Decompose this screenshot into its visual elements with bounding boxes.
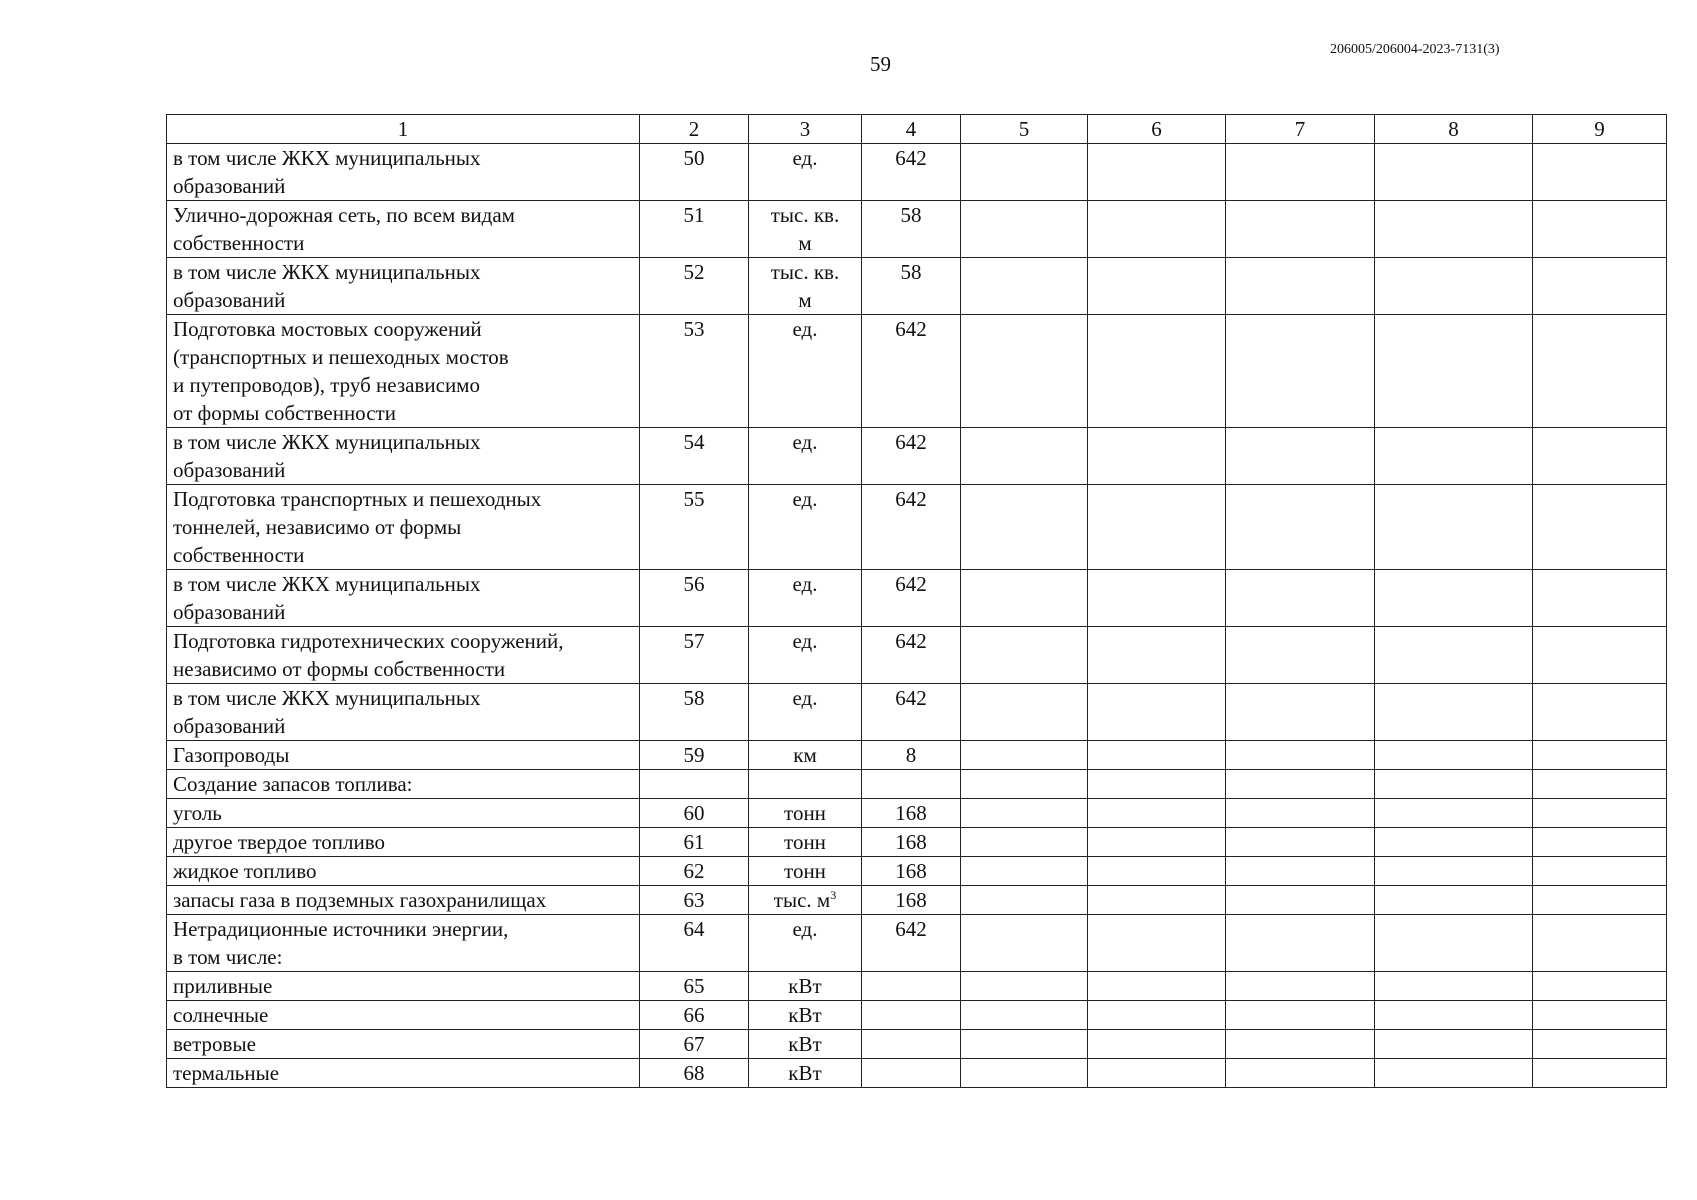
empty-cell-col8 (1375, 428, 1533, 485)
cell-text: запасы газа в подземных газохранилищах (173, 888, 547, 912)
cell-text: приливные (173, 974, 273, 998)
row-number: 66 (640, 1001, 749, 1030)
empty-cell-col7 (1226, 684, 1375, 741)
empty-cell-col9 (1533, 315, 1667, 428)
indicator-name (167, 828, 640, 857)
empty-cell-col8 (1375, 485, 1533, 570)
table-row (167, 972, 1667, 1001)
empty-cell-col7 (1226, 886, 1375, 915)
empty-cell-col6 (1088, 315, 1226, 428)
cell-text: тоннелей, независимо от формы (173, 515, 462, 539)
empty-cell-col7 (1226, 857, 1375, 886)
indicator-name (167, 972, 640, 1001)
empty-cell-col8 (1375, 315, 1533, 428)
cell-text: м (798, 288, 812, 312)
unit (749, 201, 862, 258)
unit-code: 642 (862, 570, 961, 627)
cell-text: уголь (173, 801, 222, 825)
unit (749, 570, 862, 627)
unit-code: 642 (862, 144, 961, 201)
empty-cell-col6 (1088, 258, 1226, 315)
cell-text: кВт (788, 1003, 822, 1027)
empty-cell-col5 (961, 799, 1088, 828)
empty-cell-col9 (1533, 144, 1667, 201)
cell-text: ветровые (173, 1032, 256, 1056)
table-row (167, 144, 1667, 201)
table-row (167, 570, 1667, 627)
unit-superscript: 3 (830, 888, 837, 902)
empty-cell-col8 (1375, 201, 1533, 258)
cell-text: (транспортных и пешеходных мостов (173, 345, 509, 369)
indicator-name (167, 684, 640, 741)
empty-cell-col7 (1226, 1059, 1375, 1088)
page-number: 59 (870, 52, 891, 76)
empty-cell-col5 (961, 570, 1088, 627)
unit (749, 1001, 862, 1030)
cell-text: тыс. кв. (770, 203, 840, 227)
cell-text: собственности (173, 231, 305, 255)
unit-code: 642 (862, 915, 961, 972)
empty-cell-col8 (1375, 741, 1533, 770)
cell-text: ед. (792, 917, 818, 941)
empty-cell-col8 (1375, 857, 1533, 886)
empty-cell-col6 (1088, 1059, 1226, 1088)
table-row (167, 828, 1667, 857)
unit (749, 485, 862, 570)
table-row (167, 315, 1667, 428)
cell-text: м (798, 231, 812, 255)
cell-text: ед. (792, 572, 818, 596)
table-header-row (167, 115, 1667, 144)
empty-cell-col6 (1088, 570, 1226, 627)
column-header: 5 (961, 115, 1088, 144)
empty-cell-col5 (961, 828, 1088, 857)
cell-text: Подготовка гидротехнических сооружений, (173, 629, 564, 653)
cell-text: Газопроводы (173, 743, 290, 767)
column-header: 1 (167, 115, 640, 144)
cell-text: образований (173, 600, 286, 624)
empty-cell-col8 (1375, 684, 1533, 741)
table-row (167, 201, 1667, 258)
column-header: 8 (1375, 115, 1533, 144)
table-row (167, 915, 1667, 972)
empty-cell-col9 (1533, 857, 1667, 886)
table-row (167, 1030, 1667, 1059)
cell-text: образований (173, 288, 286, 312)
indicator-name (167, 1001, 640, 1030)
row-number: 60 (640, 799, 749, 828)
empty-cell-col5 (961, 1059, 1088, 1088)
cell-text: Создание запасов топлива: (173, 772, 413, 796)
unit-code (862, 770, 961, 799)
empty-cell-col6 (1088, 1001, 1226, 1030)
cell-text: в том числе: (173, 945, 283, 969)
cell-text: кВт (788, 1032, 822, 1056)
unit-code: 58 (862, 258, 961, 315)
table-row (167, 1059, 1667, 1088)
empty-cell-col7 (1226, 799, 1375, 828)
cell-text: в том числе ЖКХ муниципальных (173, 260, 481, 284)
empty-cell-col5 (961, 972, 1088, 1001)
unit (749, 799, 862, 828)
empty-cell-col5 (961, 258, 1088, 315)
unit-code: 642 (862, 485, 961, 570)
row-number: 61 (640, 828, 749, 857)
empty-cell-col8 (1375, 799, 1533, 828)
empty-cell-col9 (1533, 428, 1667, 485)
empty-cell-col9 (1533, 570, 1667, 627)
empty-cell-col6 (1088, 627, 1226, 684)
table-row (167, 857, 1667, 886)
empty-cell-col5 (961, 857, 1088, 886)
table-row (167, 485, 1667, 570)
empty-cell-col9 (1533, 741, 1667, 770)
cell-text: в том числе ЖКХ муниципальных (173, 430, 481, 454)
empty-cell-col6 (1088, 915, 1226, 972)
data-table (166, 114, 1667, 1088)
empty-cell-col7 (1226, 972, 1375, 1001)
empty-cell-col7 (1226, 428, 1375, 485)
empty-cell-col5 (961, 770, 1088, 799)
empty-cell-col5 (961, 428, 1088, 485)
cell-text: образований (173, 174, 286, 198)
empty-cell-col7 (1226, 258, 1375, 315)
table-row (167, 770, 1667, 799)
empty-cell-col7 (1226, 828, 1375, 857)
cell-text: Подготовка транспортных и пешеходных (173, 487, 542, 511)
column-header: 4 (862, 115, 961, 144)
indicator-name (167, 741, 640, 770)
unit (749, 428, 862, 485)
empty-cell-col9 (1533, 1059, 1667, 1088)
empty-cell-col6 (1088, 770, 1226, 799)
row-number: 65 (640, 972, 749, 1001)
row-number: 51 (640, 201, 749, 258)
empty-cell-col6 (1088, 799, 1226, 828)
empty-cell-col6 (1088, 428, 1226, 485)
empty-cell-col5 (961, 144, 1088, 201)
empty-cell-col7 (1226, 770, 1375, 799)
cell-text: тонн (784, 801, 826, 825)
cell-text: Улично-дорожная сеть, по всем видам (173, 203, 515, 227)
row-number: 55 (640, 485, 749, 570)
empty-cell-col9 (1533, 915, 1667, 972)
row-number: 57 (640, 627, 749, 684)
table-row (167, 886, 1667, 915)
empty-cell-col5 (961, 684, 1088, 741)
empty-cell-col7 (1226, 315, 1375, 428)
column-header: 7 (1226, 115, 1375, 144)
indicator-name (167, 799, 640, 828)
empty-cell-col6 (1088, 972, 1226, 1001)
empty-cell-col7 (1226, 915, 1375, 972)
indicator-name (167, 1059, 640, 1088)
indicator-name (167, 770, 640, 799)
empty-cell-col9 (1533, 1030, 1667, 1059)
empty-cell-col8 (1375, 828, 1533, 857)
column-header: 9 (1533, 115, 1667, 144)
indicator-name (167, 315, 640, 428)
indicator-name (167, 886, 640, 915)
empty-cell-col7 (1226, 741, 1375, 770)
unit (749, 144, 862, 201)
cell-text: от формы собственности (173, 401, 396, 425)
unit (749, 972, 862, 1001)
empty-cell-col7 (1226, 201, 1375, 258)
row-number: 52 (640, 258, 749, 315)
cell-text: тонн (784, 830, 826, 854)
table-row (167, 627, 1667, 684)
cell-text: собственности (173, 543, 305, 567)
empty-cell-col8 (1375, 972, 1533, 1001)
indicator-name (167, 857, 640, 886)
cell-text: жидкое топливо (173, 859, 317, 883)
column-header: 3 (749, 115, 862, 144)
empty-cell-col7 (1226, 627, 1375, 684)
empty-cell-col7 (1226, 1001, 1375, 1030)
unit-code: 168 (862, 886, 961, 915)
empty-cell-col6 (1088, 828, 1226, 857)
empty-cell-col5 (961, 315, 1088, 428)
cell-text: тыс. м (773, 888, 831, 912)
table-row (167, 684, 1667, 741)
empty-cell-col8 (1375, 1001, 1533, 1030)
cell-text: тыс. кв. (770, 260, 840, 284)
indicator-name (167, 1030, 640, 1059)
unit (749, 915, 862, 972)
unit-code (862, 1059, 961, 1088)
empty-cell-col5 (961, 1030, 1088, 1059)
unit-code: 168 (862, 828, 961, 857)
row-number: 54 (640, 428, 749, 485)
cell-text: в том числе ЖКХ муниципальных (173, 146, 481, 170)
unit-code: 642 (862, 315, 961, 428)
cell-text: ед. (792, 317, 818, 341)
empty-cell-col9 (1533, 799, 1667, 828)
cell-text: термальные (173, 1061, 280, 1085)
empty-cell-col6 (1088, 857, 1226, 886)
cell-text: ед. (792, 430, 818, 454)
column-header: 6 (1088, 115, 1226, 144)
empty-cell-col7 (1226, 1030, 1375, 1059)
empty-cell-col5 (961, 1001, 1088, 1030)
empty-cell-col6 (1088, 1030, 1226, 1059)
indicator-name (167, 144, 640, 201)
table-row (167, 258, 1667, 315)
unit (749, 258, 862, 315)
unit-code: 642 (862, 428, 961, 485)
row-number: 62 (640, 857, 749, 886)
empty-cell-col5 (961, 201, 1088, 258)
empty-cell-col7 (1226, 144, 1375, 201)
empty-cell-col5 (961, 627, 1088, 684)
row-number: 59 (640, 741, 749, 770)
unit-code: 642 (862, 684, 961, 741)
empty-cell-col8 (1375, 770, 1533, 799)
unit (749, 770, 862, 799)
cell-text: км (793, 743, 817, 767)
indicator-name (167, 485, 640, 570)
empty-cell-col9 (1533, 684, 1667, 741)
document-id: 206005/206004-2023-7131(3) (1330, 42, 1500, 57)
table-row (167, 428, 1667, 485)
empty-cell-col8 (1375, 886, 1533, 915)
empty-cell-col6 (1088, 684, 1226, 741)
cell-text: в том числе ЖКХ муниципальных (173, 686, 481, 710)
empty-cell-col5 (961, 886, 1088, 915)
cell-text: солнечные (173, 1003, 269, 1027)
unit (749, 741, 862, 770)
empty-cell-col6 (1088, 886, 1226, 915)
cell-text: ед. (792, 487, 818, 511)
empty-cell-col8 (1375, 915, 1533, 972)
table-row (167, 799, 1667, 828)
row-number: 67 (640, 1030, 749, 1059)
cell-text: ед. (792, 629, 818, 653)
row-number (640, 770, 749, 799)
unit (749, 828, 862, 857)
unit-code (862, 972, 961, 1001)
empty-cell-col6 (1088, 485, 1226, 570)
empty-cell-col9 (1533, 201, 1667, 258)
indicator-name (167, 201, 640, 258)
row-number: 50 (640, 144, 749, 201)
cell-text: независимо от формы собственности (173, 657, 506, 681)
cell-text: в том числе ЖКХ муниципальных (173, 572, 481, 596)
empty-cell-col6 (1088, 201, 1226, 258)
indicator-name (167, 428, 640, 485)
row-number: 53 (640, 315, 749, 428)
empty-cell-col9 (1533, 1001, 1667, 1030)
unit (749, 886, 862, 915)
unit-code: 8 (862, 741, 961, 770)
empty-cell-col5 (961, 915, 1088, 972)
empty-cell-col9 (1533, 485, 1667, 570)
empty-cell-col5 (961, 741, 1088, 770)
cell-text: кВт (788, 974, 822, 998)
cell-text: образований (173, 458, 286, 482)
unit (749, 315, 862, 428)
unit-code (862, 1030, 961, 1059)
unit-code (862, 1001, 961, 1030)
cell-text: образований (173, 714, 286, 738)
cell-text: Подготовка мостовых сооружений (173, 317, 482, 341)
empty-cell-col9 (1533, 770, 1667, 799)
row-number: 56 (640, 570, 749, 627)
empty-cell-col9 (1533, 258, 1667, 315)
empty-cell-col8 (1375, 627, 1533, 684)
column-header: 2 (640, 115, 749, 144)
empty-cell-col8 (1375, 1030, 1533, 1059)
indicator-name (167, 570, 640, 627)
indicator-name (167, 915, 640, 972)
unit (749, 1030, 862, 1059)
empty-cell-col6 (1088, 144, 1226, 201)
row-number: 58 (640, 684, 749, 741)
row-number: 68 (640, 1059, 749, 1088)
unit (749, 857, 862, 886)
empty-cell-col9 (1533, 972, 1667, 1001)
table-row (167, 741, 1667, 770)
row-number: 63 (640, 886, 749, 915)
unit (749, 684, 862, 741)
cell-text: ед. (792, 146, 818, 170)
unit-code: 168 (862, 857, 961, 886)
indicator-name (167, 258, 640, 315)
unit (749, 1059, 862, 1088)
empty-cell-col8 (1375, 144, 1533, 201)
table-row (167, 1001, 1667, 1030)
cell-text: тонн (784, 859, 826, 883)
empty-cell-col9 (1533, 627, 1667, 684)
cell-text: другое твердое топливо (173, 830, 385, 854)
empty-cell-col8 (1375, 1059, 1533, 1088)
unit-code: 168 (862, 799, 961, 828)
empty-cell-col9 (1533, 886, 1667, 915)
empty-cell-col6 (1088, 741, 1226, 770)
empty-cell-col5 (961, 485, 1088, 570)
indicator-name (167, 627, 640, 684)
cell-text: ед. (792, 686, 818, 710)
empty-cell-col8 (1375, 570, 1533, 627)
unit-code: 58 (862, 201, 961, 258)
empty-cell-col7 (1226, 570, 1375, 627)
row-number: 64 (640, 915, 749, 972)
empty-cell-col8 (1375, 258, 1533, 315)
empty-cell-col7 (1226, 485, 1375, 570)
unit-code: 642 (862, 627, 961, 684)
empty-cell-col9 (1533, 828, 1667, 857)
cell-text: Нетрадиционные источники энергии, (173, 917, 509, 941)
unit (749, 627, 862, 684)
cell-text: и путепроводов), труб независимо (173, 373, 480, 397)
cell-text: кВт (788, 1061, 822, 1085)
